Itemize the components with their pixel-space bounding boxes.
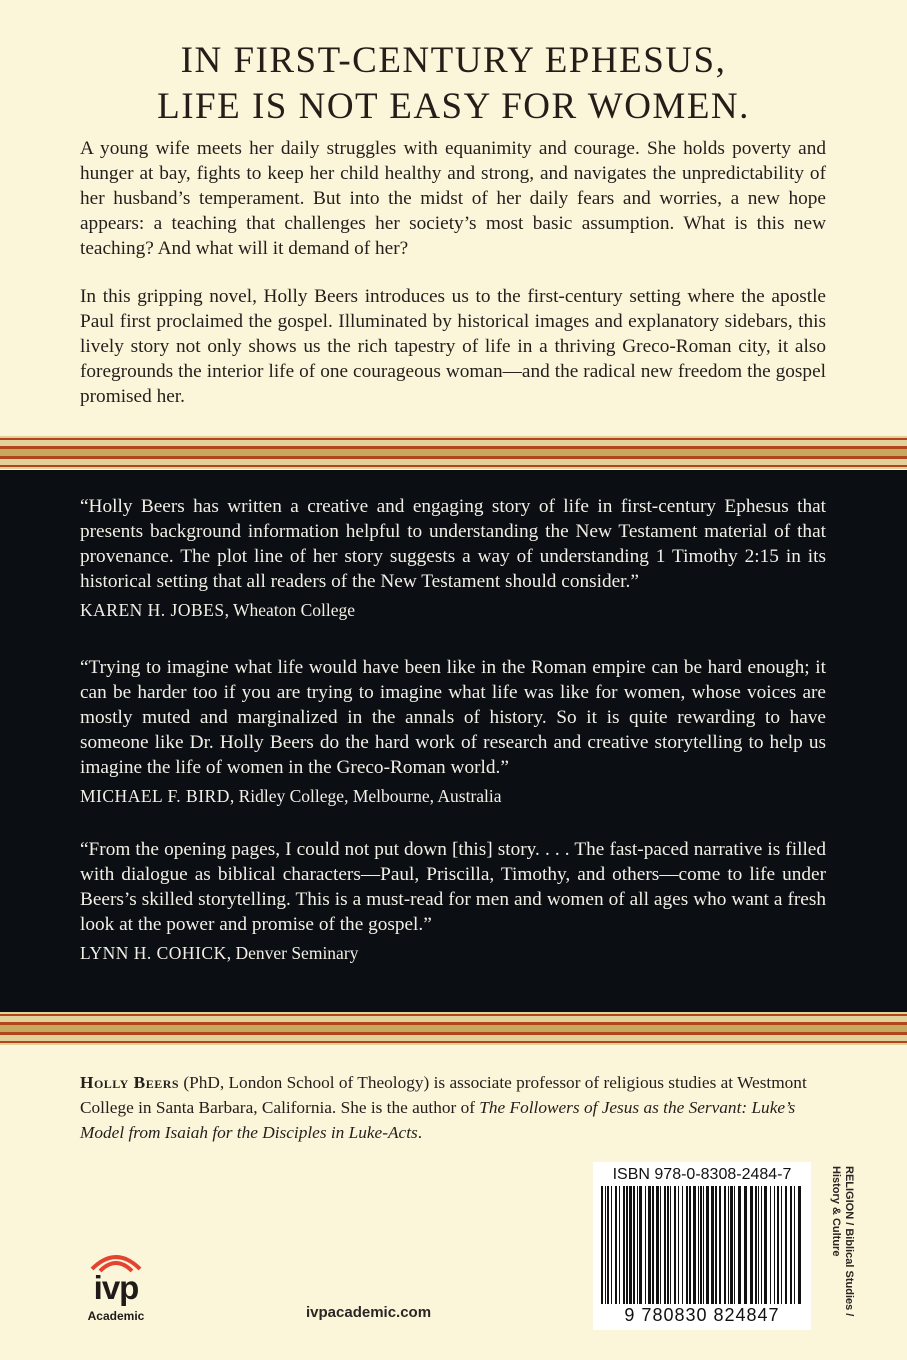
blurb-paragraph-2: In this gripping novel, Holly Beers introduces us to the first-century setting where the apostle Paul first proclaimed the gospel. Illuminated by historical images and explanatory sidebars, this lively story not only shows us the rich tapestry of life in a thriving Greco-Roman city, it also foregrounds the interior life of one courageous woman—and the radical new freedom the gospel promised her. (80, 286, 826, 407)
author-bio-end: . (417, 1123, 423, 1142)
author-bio-text: (PhD, London School of Theology) is associate professor of religious studies at Westmont College in Santa Barbara, California. She is the author of (80, 1073, 807, 1117)
publisher-website[interactable]: ivpacademic.com (306, 1304, 432, 1321)
logo-word: ivp (93, 1269, 139, 1306)
endorsement-2-name: MICHAEL F. BIRD (80, 786, 230, 806)
endorsement-3 (80, 837, 826, 965)
isbn-digits: 9 780830 824847 (624, 1305, 780, 1325)
endorsement-3-affiliation: , Denver Seminary (226, 943, 359, 963)
endorsement-1 (80, 494, 826, 622)
author-bio (80, 1070, 830, 1145)
endorsement-2 (80, 655, 826, 808)
category-label (829, 1166, 855, 1316)
category-line-2: History & Culture (830, 1166, 842, 1257)
endorsement-2-quote: “Trying to imagine what life would have been like in the Roman empire can be hard enough; it can be harder too if you are trying to imagine what life was like for women, whose voices are mostly muted and marginalized in the annals of history. So it is quite rewarding to have someone like Dr. Holly Beers do the hard work of research and creative storytelling to help us imagine the life of women in the Greco-Roman world.” (80, 657, 826, 778)
barcode-bars-icon (601, 1186, 803, 1306)
category-line-1: RELIGION / Biblical Studies / (843, 1166, 855, 1317)
greek-key-border-bottom (0, 1012, 907, 1045)
headline-line-1: IN FIRST-CENTURY EPHESUS, (180, 40, 727, 81)
headline-line-2: LIFE IS NOT EASY FOR WOMEN. (157, 86, 750, 127)
author-name: Holly Beers (80, 1073, 180, 1092)
endorsement-1-quote: “Holly Beers has written a creative and engaging story of life in first-century Ephesus that presents background information helpful to understanding the New Testament material of that provenance. The plot line of her story suggests a way of understanding 1 Timothy 2:15 in its historical setting that all readers of the New Testament should consider.” (80, 496, 826, 592)
endorsement-1-name: KAREN H. JOBES (80, 600, 225, 620)
isbn-barcode (593, 1162, 811, 1330)
logo-academic: Academic (87, 1309, 145, 1323)
endorsement-1-affiliation: , Wheaton College (224, 600, 355, 620)
isbn-label: ISBN 978-0-8308-2484-7 (612, 1166, 792, 1183)
author-book-title: The Followers of Jesus as the Servant: Luke’s Model from Isaiah for the Disciples in Luke-Acts (80, 1098, 796, 1142)
blurb-paragraph-1: A young wife meets her daily struggles with equanimity and courage. She holds poverty and hunger at bay, fights to keep her child healthy and strong, and navigates the unpredictability of her husband’s temperament. But into the midst of her daily fears and worries, a new hope appears: a teaching that challenges her society’s most basic assumption. What is this new teaching? And what will it demand of her? (80, 138, 826, 259)
ivp-academic-logo (76, 1243, 156, 1333)
headline (0, 38, 907, 130)
endorsement-2-attribution (80, 784, 826, 808)
endorsement-3-quote: “From the opening pages, I could not put down [this] story. . . . The fast-paced narrative is filled with dialogue as biblical characters—Paul, Priscilla, Timothy, and others—come to life under Beers’s skilled storytelling. This is a must-read for men and women of all ages who want a fresh look at the power and promise of the gospel.” (80, 839, 826, 935)
endorsement-3-name: LYNN H. COHICK (80, 943, 227, 963)
greek-key-border-top (0, 436, 907, 469)
endorsement-2-affiliation: , Ridley College, Melbourne, Australia (229, 786, 502, 806)
endorsement-1-attribution (80, 598, 826, 622)
endorsement-3-attribution (80, 941, 826, 965)
